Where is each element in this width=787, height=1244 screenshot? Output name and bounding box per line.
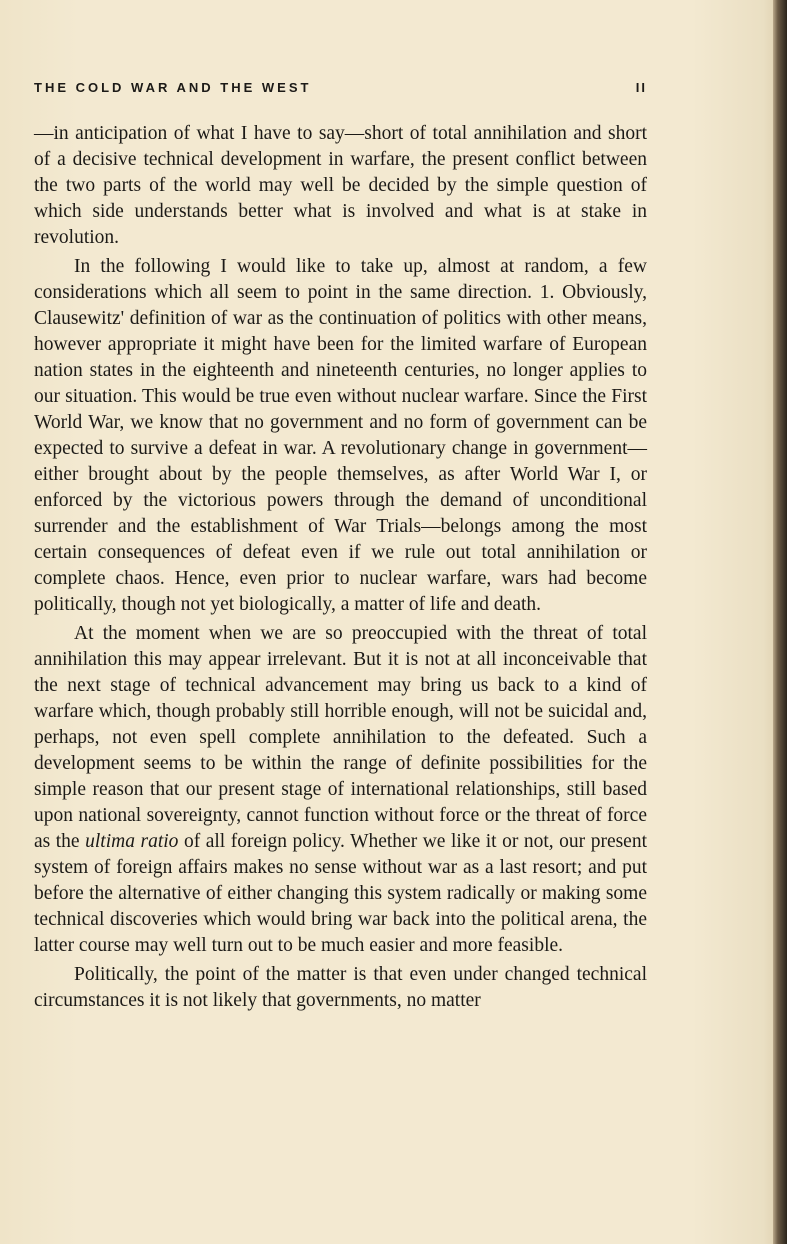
- page-number: II: [635, 80, 647, 95]
- paragraph-3-text-start: At the moment when we are so preoccupied with the threat of total annihilation this may appear irrelevant. But it is not at all inconceivable that the next stage of technical advancement may bring us back to a kind of warfare which, though probably still horrible enough, will not be suicidal and, perhaps, not even spell complete annihilation to the defeated. Such a development seems to be within the range of definite possibilities for the simple reason that our present stage of international relationships, still based upon national sovereignty, cannot function without force or the threat of force as the: [34, 623, 647, 852]
- ultima-ratio-italic: ultima ratio: [85, 831, 179, 852]
- running-title: THE COLD WAR AND THE WEST: [34, 80, 312, 95]
- running-head: [34, 80, 647, 98]
- paragraph-4: Politically, the point of the matter is that even under changed technical circumstances it is not likely that governments, no matter: [34, 964, 647, 1011]
- paragraph-2: In the following I would like to take up, almost at random, a few considerations which all seem to point in the same direction. 1. Obviously, Clausewitz' definition of war as the continuation of politics with other means, however appropriate it might have been for the limited warfare of European nation states in the eighteenth and nineteenth centuries, no longer applies to our situation. This would be true even without nuclear warfare. Since the First World War, we know that no government and no form of government can be expected to survive a defeat in war. A revolutionary change in government—either brought about by the people themselves, as after World War I, or enforced by the victorious powers through the demand of unconditional surrender and the establishment of War Trials—belongs among the most certain consequences of defeat even if we rule out total annihilation or complete chaos. Hence, even prior to nuclear warfare, wars had become politically, though not yet biologically, a matter of life and death.: [34, 256, 647, 615]
- paragraph-3: [34, 621, 647, 959]
- paragraph-3-text-end: of all foreign policy. Whether we like it or not, our present system of foreign affairs makes no sense without war as a last resort; and put before the alternative of either changing this system radically or making some technical discoveries which would bring war back into the political arena, the latter course may well turn out to be much easier and more feasible.: [34, 831, 648, 956]
- page-edge-shadow: [773, 0, 787, 1244]
- paragraph-1: —in anticipation of what I have to say—short of total annihilation and short of a decisive technical development in warfare, the present conflict between the two parts of the world may well be decided by the simple question of which side understands better what is involved and what is at stake in revolution.: [34, 123, 647, 248]
- body-text: [34, 121, 647, 1017]
